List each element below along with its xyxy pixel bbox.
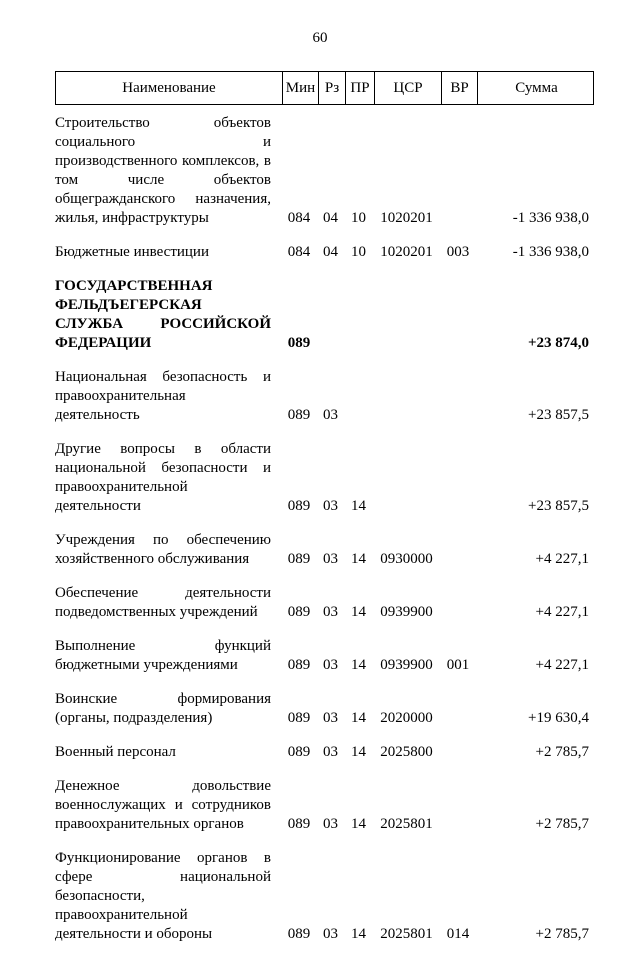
cell-summa: +2 785,7 bbox=[535, 816, 589, 832]
cell-summa: +4 227,1 bbox=[535, 657, 589, 673]
cell-name: Функционирование органов в сфере национальной безопасности, правоохранительной деятельности и обороны bbox=[55, 850, 271, 942]
cell-pr: 14 bbox=[351, 657, 366, 673]
cell-min: 089 bbox=[287, 744, 311, 760]
cell-csr: 2025801 bbox=[380, 816, 433, 832]
cell-min: 089 bbox=[287, 710, 311, 726]
column-header-min: Мин bbox=[282, 72, 318, 104]
cell-summa: -1 336 938,0 bbox=[512, 210, 589, 226]
cell-pr: 14 bbox=[351, 498, 366, 514]
cell-pr: 14 bbox=[351, 744, 366, 760]
cell-pr: 10 bbox=[351, 210, 366, 226]
cell-rz: 03 bbox=[323, 816, 338, 832]
cell-min: 084 bbox=[287, 244, 311, 260]
cell-vr: 014 bbox=[446, 926, 470, 942]
cell-rz: 04 bbox=[323, 210, 338, 226]
cell-summa: +2 785,7 bbox=[535, 744, 589, 760]
table-row bbox=[55, 243, 594, 262]
cell-min: 089 bbox=[287, 335, 311, 351]
cell-rz: 03 bbox=[323, 604, 338, 620]
budget-table bbox=[55, 71, 594, 959]
cell-rz: 04 bbox=[323, 244, 338, 260]
column-header-vr: ВР bbox=[441, 72, 477, 104]
cell-rz: 03 bbox=[323, 551, 338, 567]
cell-summa: +2 785,7 bbox=[535, 926, 589, 942]
table-row bbox=[55, 849, 594, 944]
cell-summa: -1 336 938,0 bbox=[512, 244, 589, 260]
cell-vr: 003 bbox=[446, 244, 470, 260]
cell-name: Денежное довольствие военнослужащих и сотрудников правоохранительных органов bbox=[55, 778, 271, 832]
cell-rz: 03 bbox=[323, 498, 338, 514]
cell-summa: +4 227,1 bbox=[535, 551, 589, 567]
column-header-csr: ЦСР bbox=[374, 72, 441, 104]
cell-csr: 0930000 bbox=[380, 551, 433, 567]
cell-name: ГОСУДАРСТВЕННАЯ ФЕЛЬДЪЕГЕРСКАЯ СЛУЖБА РОССИЙСКОЙ ФЕДЕРАЦИИ bbox=[55, 278, 271, 351]
cell-name: Строительство объектов социального и производственного комплексов, в том числе объектов общегражданского назначения, жилья, инфраструктуры bbox=[55, 115, 271, 226]
cell-summa: +19 630,4 bbox=[528, 710, 589, 726]
cell-name: Обеспечение деятельности подведомственных учреждений bbox=[55, 585, 271, 620]
cell-min: 089 bbox=[287, 926, 311, 942]
cell-min: 084 bbox=[287, 210, 311, 226]
cell-name: Бюджетные инвестиции bbox=[55, 244, 209, 260]
column-header-summa: Сумма bbox=[477, 72, 595, 104]
cell-name: Военный персонал bbox=[55, 744, 176, 760]
cell-name: Воинские формирования (органы, подразделения) bbox=[55, 691, 271, 726]
cell-min: 089 bbox=[287, 498, 311, 514]
table-row bbox=[55, 277, 594, 353]
cell-csr: 2020000 bbox=[380, 710, 433, 726]
cell-name: Национальная безопасность и правоохранительная деятельность bbox=[55, 369, 271, 423]
cell-pr: 14 bbox=[351, 551, 366, 567]
table-row bbox=[55, 777, 594, 834]
cell-csr: 1020201 bbox=[380, 210, 433, 226]
cell-rz: 03 bbox=[323, 926, 338, 942]
cell-pr: 14 bbox=[351, 710, 366, 726]
cell-rz: 03 bbox=[323, 744, 338, 760]
cell-min: 089 bbox=[287, 657, 311, 673]
cell-name: Другие вопросы в области национальной безопасности и правоохранительной деятельности bbox=[55, 441, 271, 514]
table-row bbox=[55, 368, 594, 425]
table-row bbox=[55, 743, 594, 762]
table-row bbox=[55, 637, 594, 675]
cell-min: 089 bbox=[287, 604, 311, 620]
column-header-pr: ПР bbox=[345, 72, 374, 104]
cell-rz: 03 bbox=[323, 710, 338, 726]
cell-pr: 14 bbox=[351, 604, 366, 620]
cell-name: Выполнение функций бюджетными учреждениями bbox=[55, 638, 271, 673]
cell-min: 089 bbox=[287, 407, 311, 423]
cell-csr: 2025800 bbox=[380, 744, 433, 760]
cell-min: 089 bbox=[287, 816, 311, 832]
cell-min: 089 bbox=[287, 551, 311, 567]
table-row bbox=[55, 690, 594, 728]
table-row bbox=[55, 584, 594, 622]
cell-summa: +23 857,5 bbox=[528, 407, 589, 423]
cell-pr: 14 bbox=[351, 816, 366, 832]
cell-csr: 2025801 bbox=[380, 926, 433, 942]
cell-pr: 14 bbox=[351, 926, 366, 942]
cell-summa: +23 857,5 bbox=[528, 498, 589, 514]
cell-csr: 0939900 bbox=[380, 604, 433, 620]
table-row bbox=[55, 114, 594, 228]
table-row bbox=[55, 440, 594, 516]
cell-summa: +23 874,0 bbox=[527, 335, 589, 351]
cell-vr: 001 bbox=[446, 657, 470, 673]
column-header-rz: Рз bbox=[318, 72, 345, 104]
cell-rz: 03 bbox=[323, 407, 338, 423]
cell-summa: +4 227,1 bbox=[535, 604, 589, 620]
cell-name: Учреждения по обеспечению хозяйственного обслуживания bbox=[55, 532, 271, 567]
table-row bbox=[55, 531, 594, 569]
cell-csr: 0939900 bbox=[380, 657, 433, 673]
page-number: 60 bbox=[312, 30, 328, 46]
column-header-name: Наименование bbox=[122, 80, 216, 96]
table-header-row bbox=[55, 71, 594, 105]
cell-rz: 03 bbox=[323, 657, 338, 673]
cell-pr: 10 bbox=[351, 244, 366, 260]
table-body bbox=[55, 105, 594, 944]
cell-csr: 1020201 bbox=[380, 244, 433, 260]
